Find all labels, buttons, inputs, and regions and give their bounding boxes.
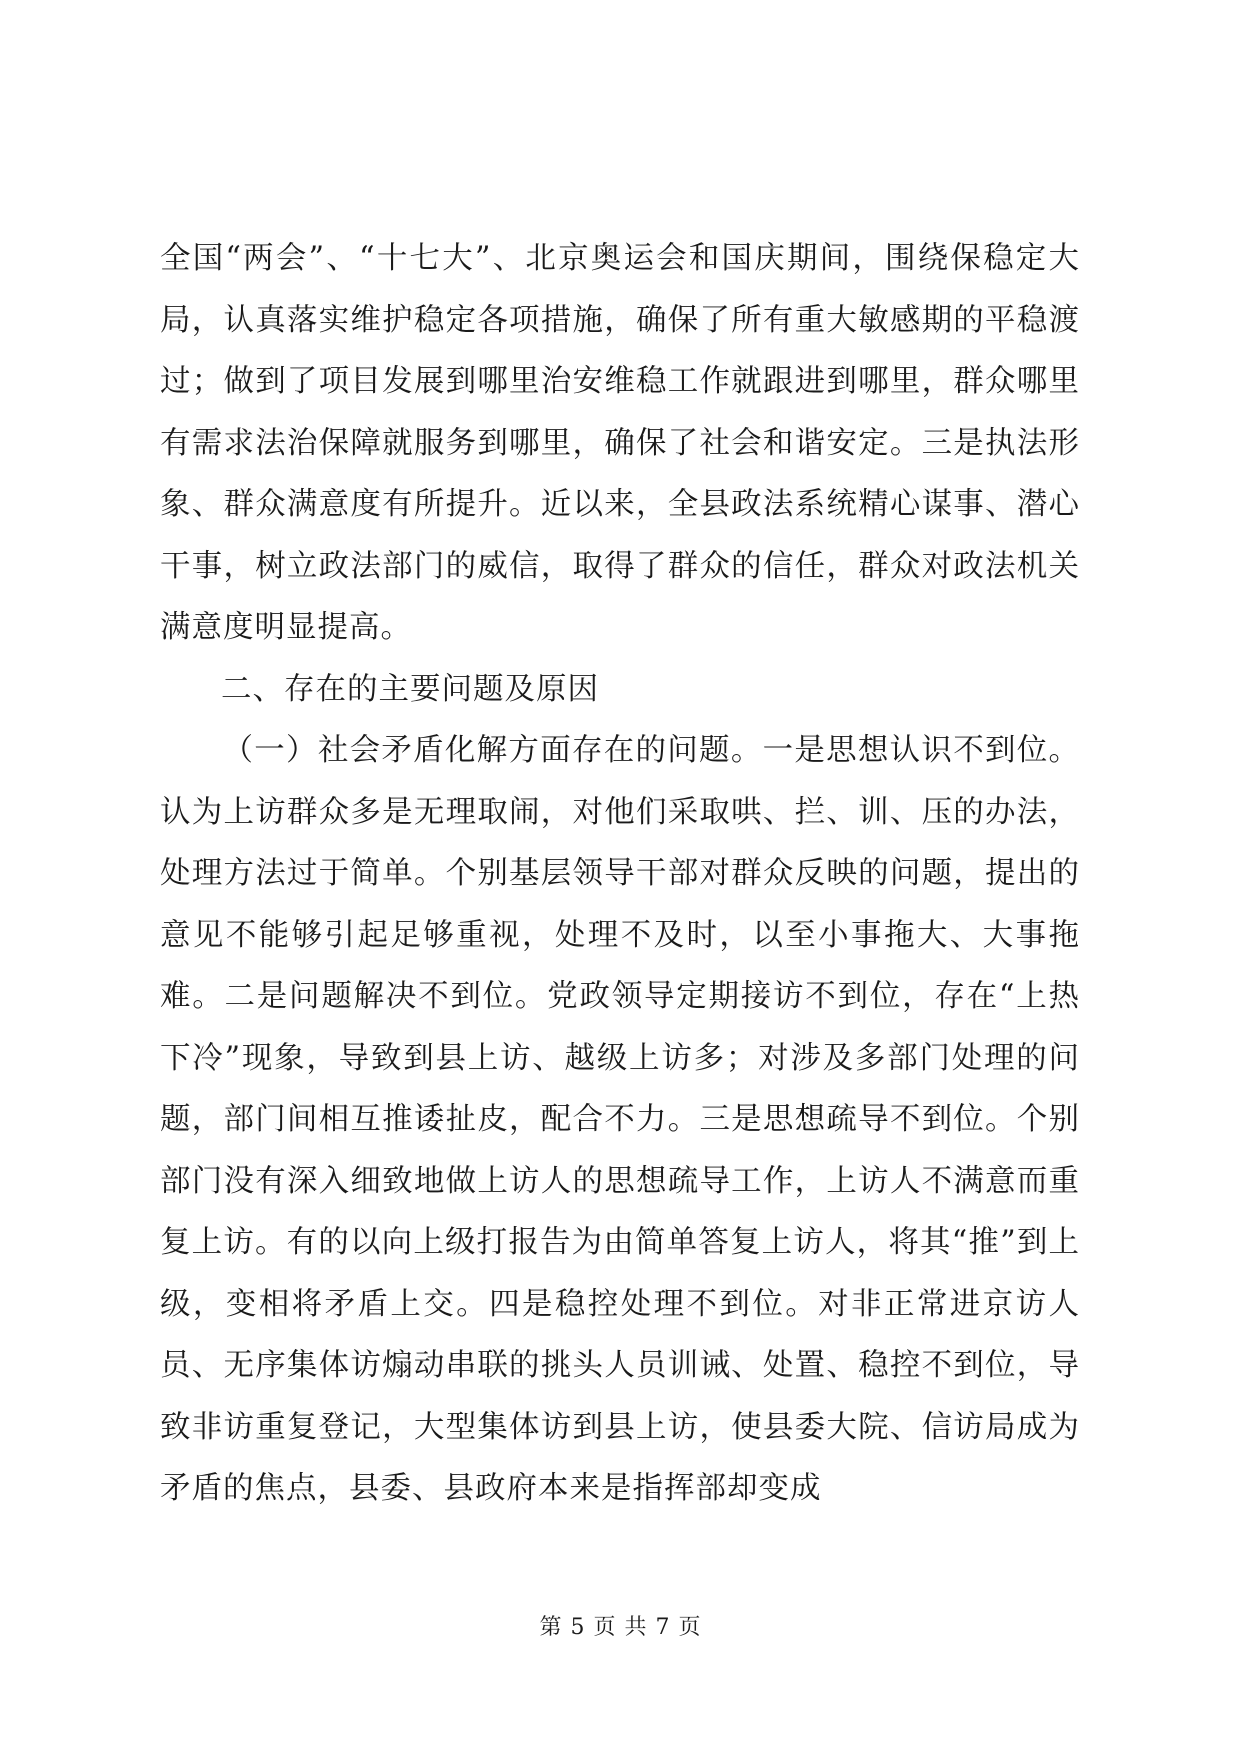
document-body xyxy=(160,228,1080,1520)
paragraph-continuation: 全国“两会”、“十七大”、北京奥运会和国庆期间，围绕保稳定大局，认真落实维护稳定各项措施，确保了所有重大敏感期的平稳渡过；做到了项目发展到哪里治安维稳工作就跟进到哪里，群众哪里有需求法治保障就服务到哪里，确保了社会和谐安定。三是执法形象、群众满意度有所提升。近以来，全县政法系统精心谋事、潜心干事，树立政法部门的威信，取得了群众的信任，群众对政法机关满意度明显提高。 xyxy=(160,241,1080,645)
paragraph-social-conflict: （一）社会矛盾化解方面存在的问题。一是思想认识不到位。认为上访群众多是无理取闹，对他们采取哄、拦、训、压的办法，处理方法过于简单。个别基层领导干部对群众反映的问题，提出的意见不能够引起足够重视，处理不及时，以至小事拖大、大事拖难。二是问题解决不到位。党政领导定期接访不到位，存在“上热下冷”现象，导致到县上访、越级上访多；对涉及多部门处理的问题，部门间相互推诿扯皮，配合不力。三是思想疏导不到位。个别部门没有深入细致地做上访人的思想疏导工作，上访人不满意而重复上访。有的以向上级打报告为由简单答复上访人，将其“推”到上级，变相将矛盾上交。四是稳控处理不到位。对非正常进京访人员、无序集体访煽动串联的挑头人员训诫、处置、稳控不到位，导致非访重复登记，大型集体访到县上访，使县委大院、信访局成为矛盾的焦点，县委、县政府本来是指挥部却变成 xyxy=(160,733,1080,1506)
section-heading: 二、存在的主要问题及原因 xyxy=(221,671,599,707)
page-number-footer: 第 5 页 共 7 页 xyxy=(539,1615,702,1640)
